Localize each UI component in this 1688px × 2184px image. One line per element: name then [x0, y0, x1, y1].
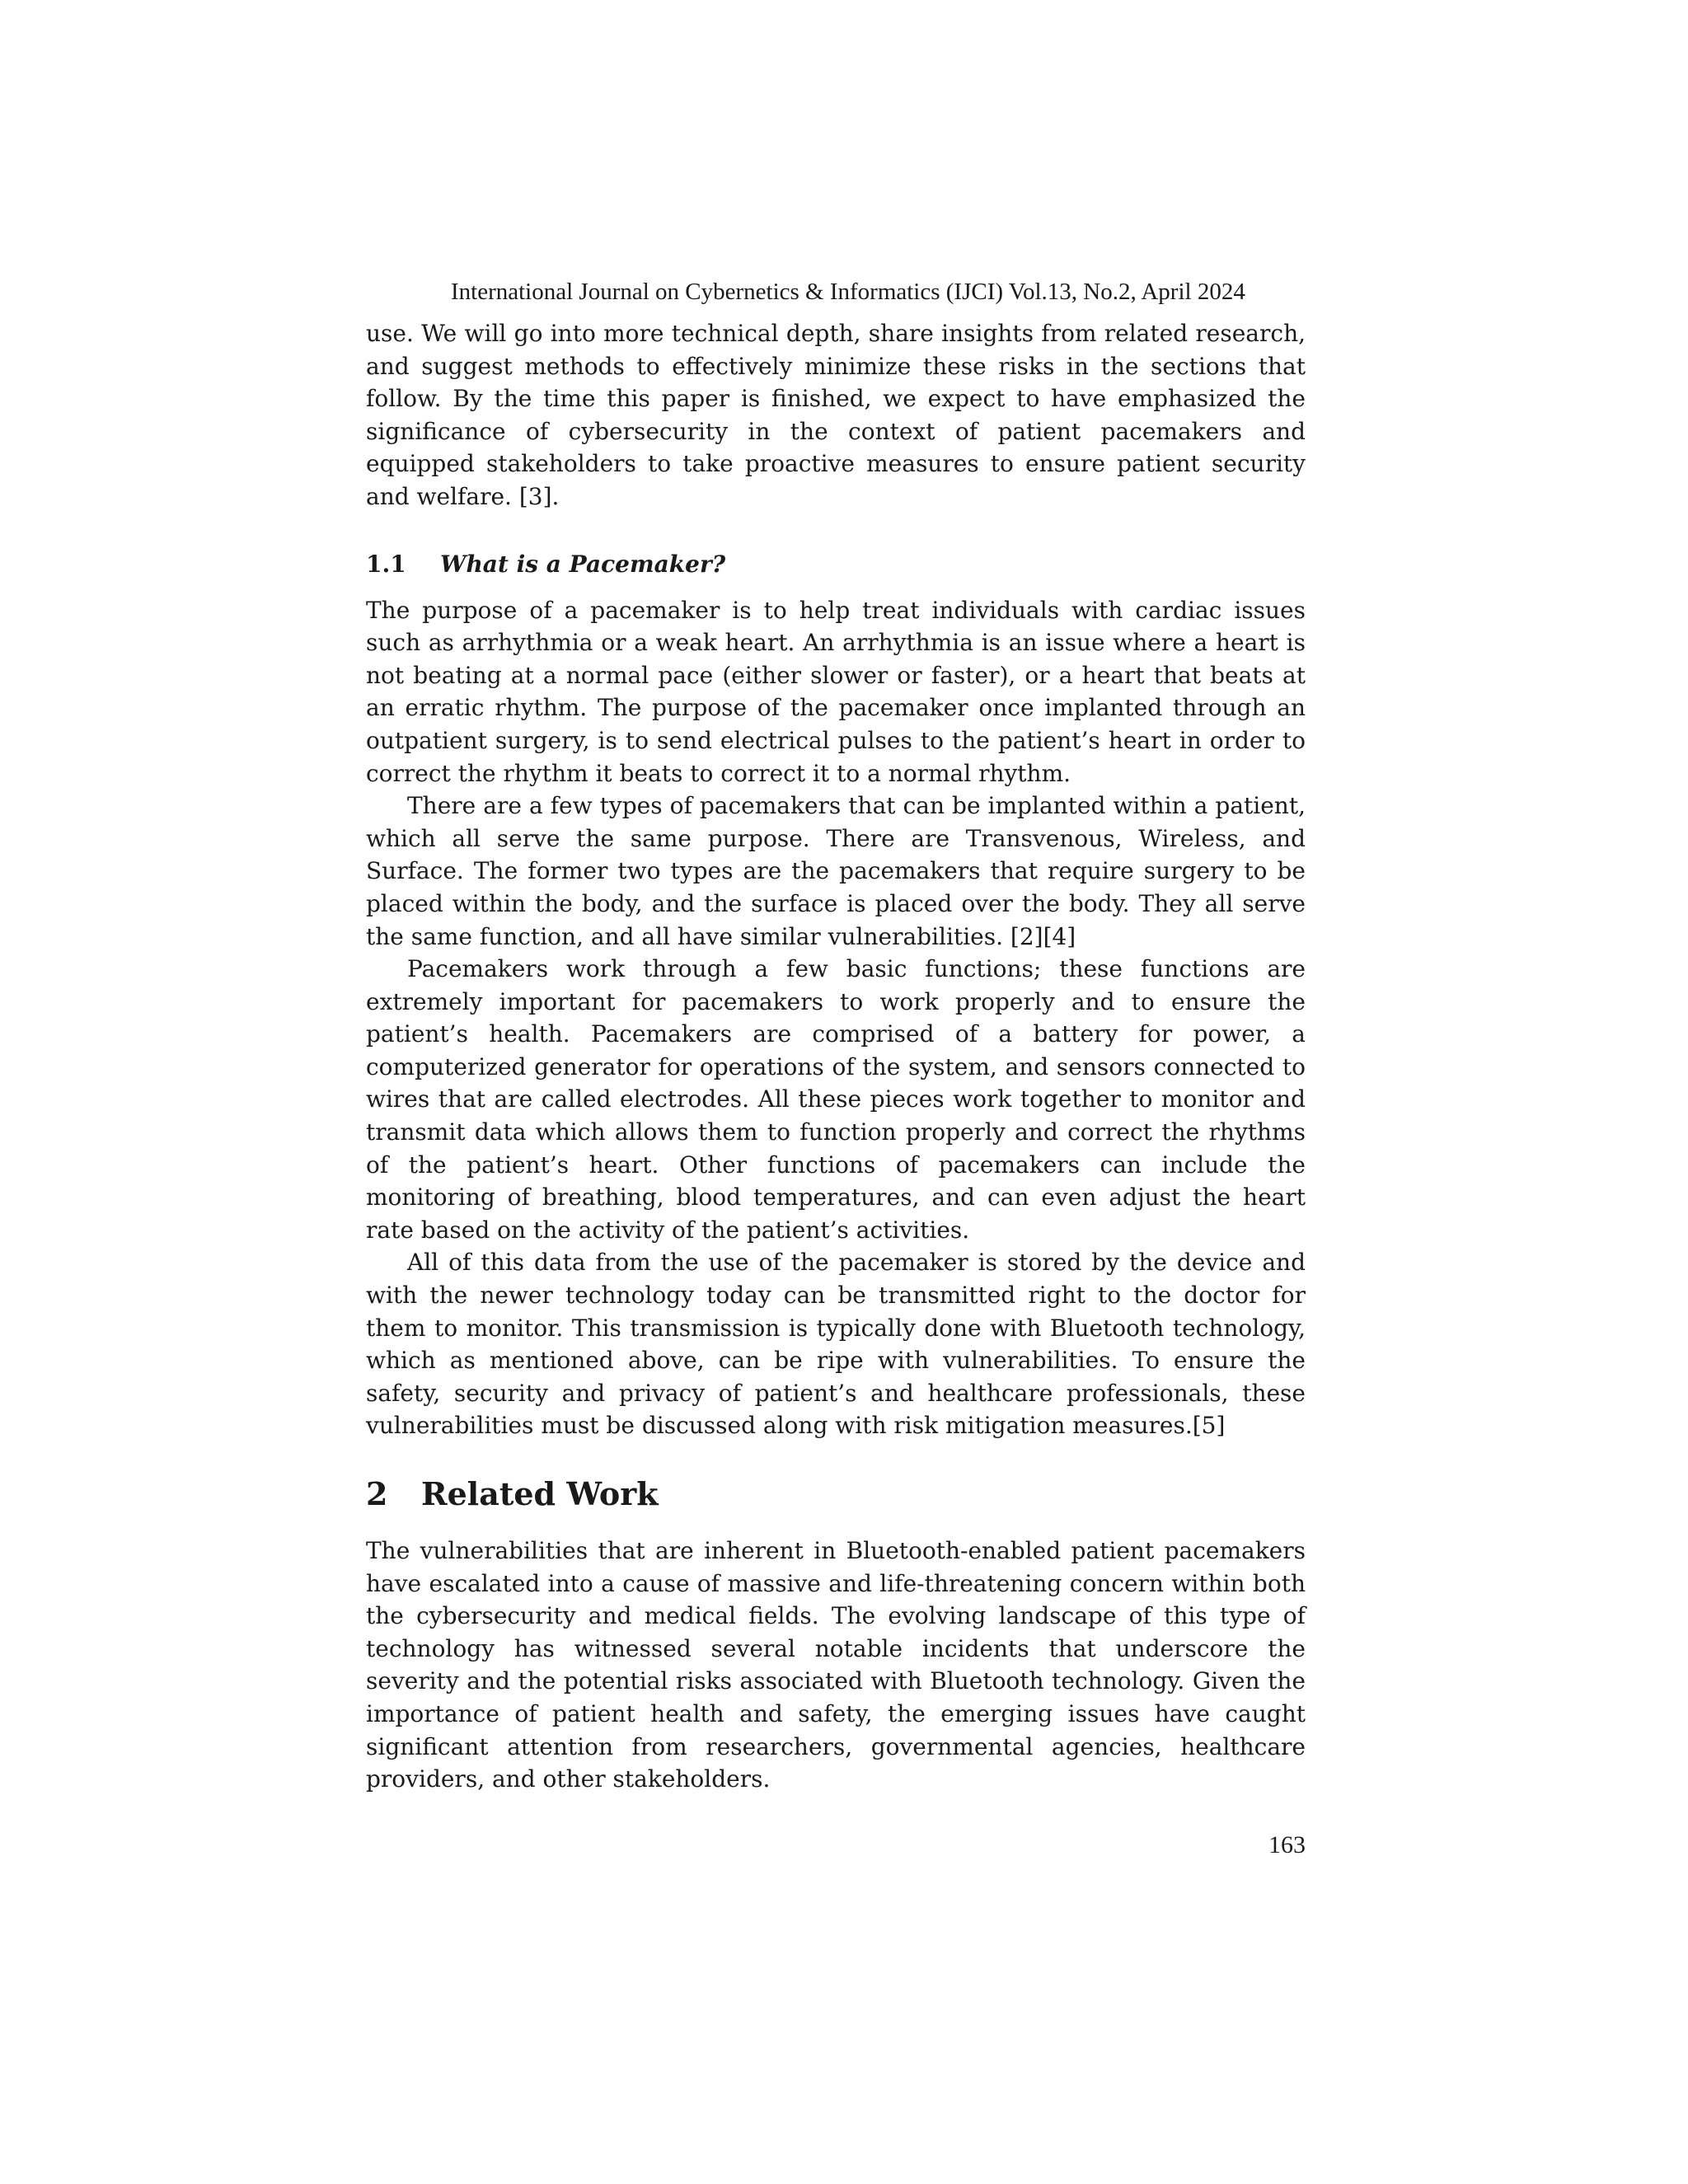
page-number: 163	[1268, 1831, 1306, 1858]
intro-continuation-paragraph: use. We will go into more technical depth, share insights from related research, and suggest methods to effectively minimize these risks in the sections that follow. By the time this paper is finished, we expect to have emphasized the significance of cybersecurity in the context of patient pacemakers and equipped stakeholders to take proactive measures to ensure patient security and welfare. [3].	[366, 320, 1306, 510]
section-heading	[366, 1475, 1306, 1513]
subsection-number: 1.1	[366, 550, 406, 578]
subsection-title: What is a Pacemaker?	[440, 550, 726, 578]
paragraph: The purpose of a pacemaker is to help treat individuals with cardiac issues such as arrhythmia or a weak heart. An arrhythmia is an issue where a heart is not beating at a normal pace (either slower or faster), or a heart that beats at an erratic rhythm. The purpose of the pacemaker once implanted through an outpatient surgery, is to send electrical pulses to the patient’s heart in order to correct the rhythm it beats to correct it to a normal rhythm.	[366, 596, 1306, 787]
paragraph: All of this data from the use of the pacemaker is stored by the device and with the newer technology today can be transmitted right to the doctor for them to monitor. This transmission is typically done with Bluetooth technology, which as mentioned above, can be ripe with vulnerabilities. To ensure the safety, security and privacy of patient’s and healthcare professionals, these vulnerabilities must be discussed along with risk mitigation measures.[5]	[366, 1249, 1306, 1440]
page-content	[366, 317, 1306, 1796]
subsection-heading	[366, 548, 1306, 581]
running-header: International Journal on Cybernetics & Informatics (IJCI) Vol.13, No.2, April 2024	[451, 279, 1245, 305]
section-number: 2	[366, 1475, 388, 1512]
section-title: Related Work	[421, 1475, 659, 1512]
paragraph: The vulnerabilities that are inherent in Bluetooth-enabled patient pacemakers have escalated into a cause of massive and life-threatening concern within both the cybersecurity and medical fields. The evolving landscape of this type of technology has witnessed several notable incidents that underscore the severity and the potential risks associated with Bluetooth technology. Given the importance of patient health and safety, the emerging issues have caught significant attention from researchers, governmental agencies, healthcare providers, and other stakeholders.	[366, 1537, 1306, 1793]
paragraph: There are a few types of pacemakers that can be implanted within a patient, which all serve the same purpose. There are Transvenous, Wireless, and Surface. The former two types are the pacemakers that require surgery to be placed within the body, and the surface is placed over the body. They all serve the same function, and all have similar vulnerabilities. [2][4]	[366, 792, 1306, 950]
paragraph: Pacemakers work through a few basic functions; these functions are extremely important for pacemakers to work properly and to ensure the patient’s health. Pacemakers are comprised of a battery for power, a computerized generator for operations of the system, and sensors connected to wires that are called electrodes. All these pieces work together to monitor and transmit data which allows them to function properly and correct the rhythms of the patient’s heart. Other functions of pacemakers can include the monitoring of breathing, blood temperatures, and can even adjust the heart rate based on the activity of the patient’s activities.	[366, 955, 1306, 1244]
